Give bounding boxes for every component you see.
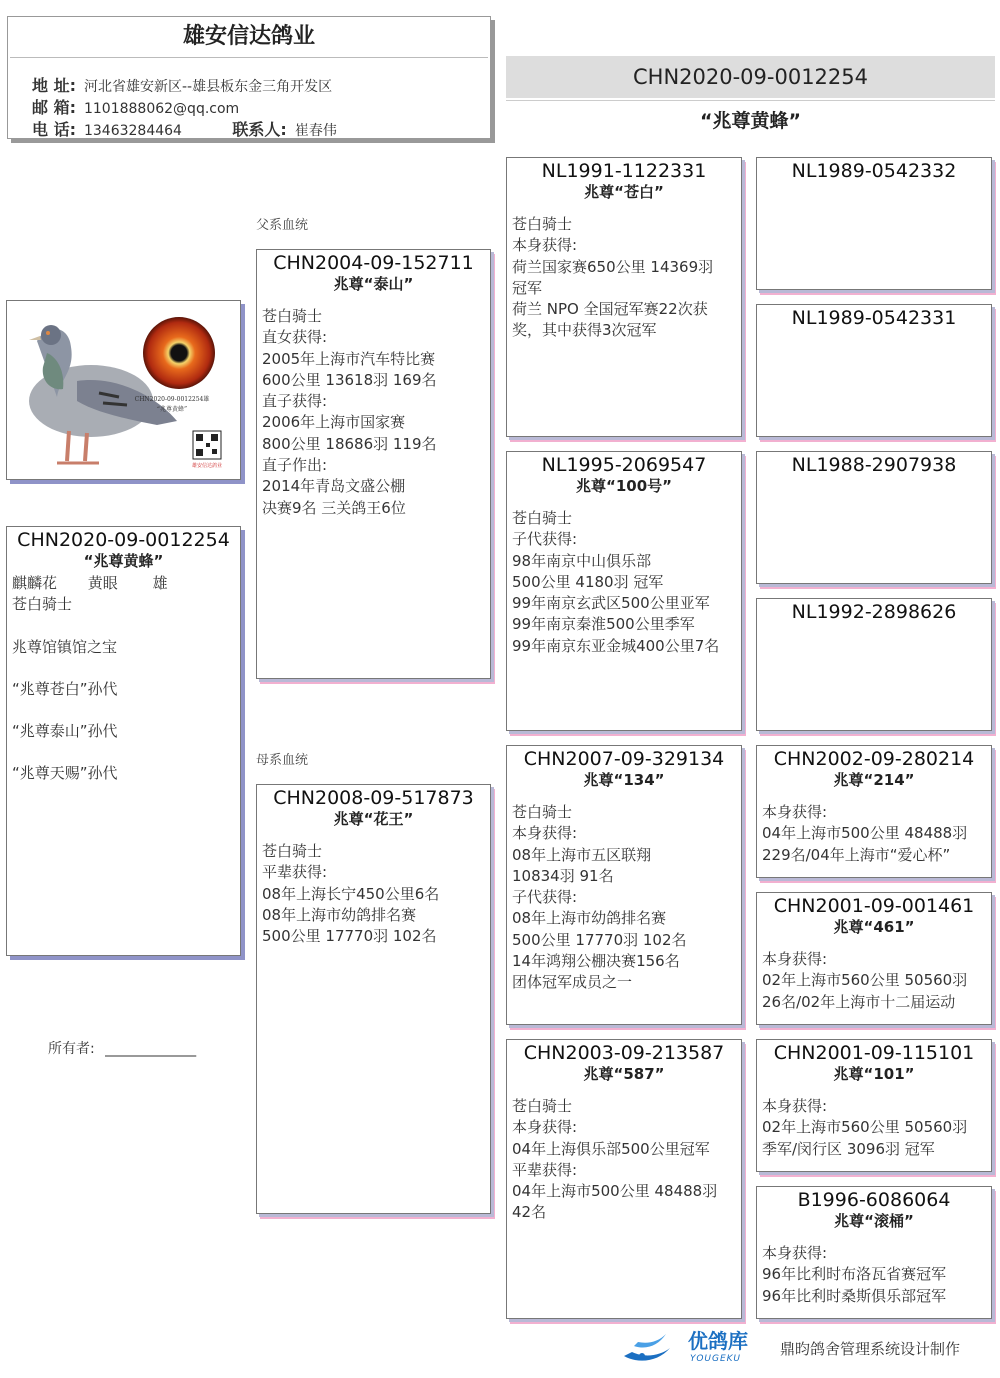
sire-ring: CHN2004-09-152711 bbox=[273, 252, 474, 274]
dam-line: 苍白骑士 bbox=[262, 842, 323, 860]
grandparent-line: 98年南京中山俱乐部 bbox=[512, 551, 652, 570]
great-grandparent-line: 04年上海市500公里 48488羽 bbox=[762, 824, 968, 843]
sire-line-label: 父系血统 bbox=[256, 218, 309, 233]
sire-line: 800公里 18686羽 119名 bbox=[262, 434, 437, 453]
photo-caption-name: “兆尊黄蜂” bbox=[156, 406, 188, 413]
sire-line: 决赛9名 三关鸽王6位 bbox=[262, 498, 406, 517]
great-grandparent-notes bbox=[762, 1096, 991, 1160]
dam-line: 平辈获得: bbox=[262, 863, 328, 882]
subject-line: “兆尊泰山”孙代 bbox=[12, 722, 118, 741]
grandparent-line: 04年上海市500公里 48488羽 bbox=[512, 1182, 718, 1201]
great-grandparent-card bbox=[756, 892, 992, 1025]
subject-line: “兆尊天赐”孙代 bbox=[12, 764, 118, 783]
great-grandparent-line: 96年比利时布洛瓦省赛冠军 bbox=[762, 1265, 947, 1284]
grandparent-line: 苍白骑士 bbox=[512, 803, 573, 821]
subject-sex: 雄 bbox=[152, 574, 168, 592]
subject-ring: CHN2020-09-0012254 bbox=[17, 529, 230, 551]
great-grandparent-name: 兆尊“214” bbox=[833, 771, 915, 789]
grandparent-line: 08年上海市幼鸽排名赛 bbox=[512, 909, 667, 928]
email-value: 1101888062@qq.com bbox=[83, 101, 240, 117]
great-grandparent-name: 兆尊“461” bbox=[833, 918, 915, 936]
great-grandparent-name: 兆尊“滚桶” bbox=[834, 1212, 914, 1230]
great-grandparent-card bbox=[756, 451, 992, 584]
dam-name: 兆尊“花王” bbox=[333, 810, 414, 828]
grandparent-line: 冠军 bbox=[512, 278, 543, 297]
sire-line: 600公里 13618羽 169名 bbox=[262, 370, 437, 389]
photo-caption-ring: CHN2020-09-0012254雄 bbox=[134, 396, 210, 403]
great-grandparent-ring: CHN2001-09-115101 bbox=[773, 1042, 975, 1064]
grandparent-line: 99年南京玄武区500公里亚军 bbox=[512, 594, 710, 613]
grandparent-ring: NL1995-2069547 bbox=[541, 454, 707, 476]
great-grandparent-ring: CHN2002-09-280214 bbox=[773, 748, 975, 770]
spacer bbox=[12, 742, 240, 763]
great-grandparent-notes bbox=[762, 1243, 991, 1307]
great-grandparent-line: 本身获得: bbox=[762, 950, 828, 968]
phone-value: 13463284464 bbox=[83, 123, 182, 139]
grandparent-line: 团体冠军成员之一 bbox=[512, 973, 633, 992]
great-grandparent-card bbox=[756, 304, 992, 437]
subject-line: “兆尊苍白”孙代 bbox=[12, 679, 118, 698]
sire-line: 直子获得: bbox=[262, 392, 328, 411]
grandparent-line: 本身获得: bbox=[512, 236, 578, 255]
sire-line: 2005年上海市汽车特比赛 bbox=[262, 349, 436, 368]
great-grandparent-line: 229名/04年上海市“爱心杯” bbox=[762, 845, 951, 864]
owner-field[interactable] bbox=[48, 1038, 196, 1058]
owner-label: 所有者: bbox=[48, 1041, 95, 1057]
grandparent-line: 子代获得: bbox=[512, 888, 578, 907]
grandparent-line: 42名 bbox=[512, 1203, 547, 1222]
grandparent-line: 500公里 4180羽 冠军 bbox=[512, 572, 664, 591]
great-grandparent-line: 02年上海市560公里 50560羽 bbox=[762, 1118, 968, 1137]
great-grandparent-card bbox=[756, 1039, 992, 1172]
grandparent-line: 本身获得: bbox=[512, 1118, 578, 1137]
dam-ring: CHN2008-09-517873 bbox=[273, 787, 474, 809]
grandparent-line: 平辈获得: bbox=[512, 1160, 578, 1179]
subject-card bbox=[6, 526, 241, 956]
great-grandparent-ring: CHN2001-09-001461 bbox=[773, 895, 975, 917]
grandparent-name: 兆尊“587” bbox=[583, 1065, 665, 1083]
main-ring-header: CHN2020-09-0012254 bbox=[506, 56, 995, 98]
great-grandparent-line: 本身获得: bbox=[762, 1097, 828, 1115]
grandparent-notes bbox=[512, 214, 741, 342]
phone-row bbox=[32, 117, 337, 140]
great-grandparent-ring: NL1992-2898626 bbox=[791, 601, 957, 623]
subject-eye: 黄眼 bbox=[87, 574, 118, 592]
address-value: 河北省雄安新区--雄县板东金三角开发区 bbox=[83, 79, 333, 95]
sire-name: 兆尊“泰山” bbox=[333, 275, 414, 293]
great-grandparent-card bbox=[756, 745, 992, 878]
great-grandparent-line: 本身获得: bbox=[762, 1244, 828, 1262]
subject-line: 兆尊馆镇馆之宝 bbox=[12, 637, 118, 656]
sire-line: 直子作出: bbox=[262, 456, 328, 475]
spacer bbox=[12, 700, 240, 721]
subject-notes bbox=[12, 594, 240, 784]
great-grandparent-name: 兆尊“101” bbox=[833, 1065, 915, 1083]
yougeku-logo-icon bbox=[620, 1326, 680, 1370]
main-pigeon-name: “兆尊黄蜂” bbox=[700, 110, 801, 132]
email-label: 邮 箱: bbox=[32, 98, 76, 117]
divider bbox=[506, 100, 995, 101]
subject-attributes bbox=[12, 573, 240, 594]
great-grandparent-ring: NL1988-2907938 bbox=[791, 454, 957, 476]
spacer bbox=[12, 658, 240, 679]
grandparent-line: 子代获得: bbox=[512, 530, 578, 549]
grandparent-line: 苍白骑士 bbox=[512, 509, 573, 527]
subject-line: 苍白骑士 bbox=[12, 595, 73, 614]
email-row bbox=[32, 95, 239, 118]
sire-line: 苍白骑士 bbox=[262, 307, 323, 325]
great-grandparent-card bbox=[756, 1186, 992, 1319]
phone-label: 电 话: bbox=[32, 120, 76, 139]
company-name: 雄安信达鸽业 bbox=[10, 17, 488, 58]
great-grandparent-ring: NL1989-0542331 bbox=[791, 307, 957, 329]
great-grandparent-notes bbox=[762, 802, 991, 866]
spacer bbox=[12, 616, 240, 637]
great-grandparent-line: 02年上海市560公里 50560羽 bbox=[762, 971, 968, 990]
grandparent-name: 兆尊“134” bbox=[583, 771, 665, 789]
great-grandparent-ring: B1996-6086064 bbox=[797, 1189, 951, 1211]
grandparent-line: 奖，其中获得3次冠军 bbox=[512, 321, 657, 340]
sire-notes bbox=[262, 306, 490, 519]
grandparent-name: 兆尊“100号” bbox=[575, 477, 673, 495]
grandparent-card bbox=[506, 451, 742, 731]
footer-credit: 鼎昀鸽舍管理系统设计制作 bbox=[780, 1340, 961, 1358]
sire-line: 直女获得: bbox=[262, 328, 328, 347]
grandparent-line: 500公里 17770羽 102名 bbox=[512, 930, 687, 949]
photo-caption-small: 雄安信达鸽业 bbox=[191, 463, 223, 469]
great-grandparent-line: 季军/闵行区 3096羽 冠军 bbox=[762, 1139, 935, 1158]
owner-blank: _____________ bbox=[105, 1041, 197, 1057]
grandparent-line: 99年南京秦淮500公里季军 bbox=[512, 615, 695, 634]
great-grandparent-card bbox=[756, 157, 992, 290]
great-grandparent-line: 26名/02年上海市十二届运动 bbox=[762, 992, 956, 1011]
grandparent-line: 荷兰国家赛650公里 14369羽 bbox=[512, 257, 714, 276]
logo-text-en: YOUGEKU bbox=[690, 1354, 742, 1364]
grandparent-card bbox=[506, 745, 742, 1025]
dam-card bbox=[256, 784, 491, 1214]
grandparent-ring: CHN2003-09-213587 bbox=[523, 1042, 725, 1064]
grandparent-ring: CHN2007-09-329134 bbox=[523, 748, 725, 770]
pigeon-illustration bbox=[7, 301, 240, 479]
company-info-box bbox=[7, 16, 491, 139]
grandparent-notes bbox=[512, 1096, 741, 1224]
grandparent-name: 兆尊“苍白” bbox=[584, 183, 664, 201]
dam-notes bbox=[262, 841, 490, 947]
dam-line-label: 母系血统 bbox=[256, 753, 309, 768]
grandparent-card bbox=[506, 157, 742, 437]
great-grandparent-notes bbox=[762, 949, 991, 1013]
contact-label: 联系人: bbox=[232, 120, 287, 139]
great-grandparent-ring: NL1989-0542332 bbox=[791, 160, 957, 182]
great-grandparent-line: 本身获得: bbox=[762, 803, 828, 821]
subject-color: 麒麟花 bbox=[12, 574, 58, 592]
address-row bbox=[32, 73, 332, 96]
grandparent-notes bbox=[512, 802, 741, 994]
contact-value: 崔春伟 bbox=[294, 123, 337, 139]
grandparent-line: 08年上海市五区联翔 bbox=[512, 845, 652, 864]
logo-text-cn: 优鸽库 bbox=[688, 1329, 748, 1353]
grandparent-line: 荷兰 NPO 全国冠军赛22次获 bbox=[512, 300, 708, 319]
dam-line: 08年上海长宁450公里6名 bbox=[262, 884, 440, 903]
address-label: 地 址: bbox=[32, 76, 76, 95]
subject-name: “兆尊黄蜂” bbox=[83, 552, 164, 570]
grandparent-line: 14年鸿翔公棚决赛156名 bbox=[512, 952, 680, 971]
dam-line: 500公里 17770羽 102名 bbox=[262, 927, 437, 946]
grandparent-ring: NL1991-1122331 bbox=[541, 160, 707, 182]
grandparent-line: 10834羽 91名 bbox=[512, 866, 614, 885]
grandparent-line: 苍白骑士 bbox=[512, 215, 573, 233]
pigeon-photo bbox=[6, 300, 241, 480]
sire-line: 2006年上海市国家赛 bbox=[262, 413, 406, 432]
sire-card bbox=[256, 249, 491, 679]
great-grandparent-card bbox=[756, 598, 992, 731]
grandparent-line: 99年南京东亚金城400公里7名 bbox=[512, 636, 720, 655]
grandparent-card bbox=[506, 1039, 742, 1319]
great-grandparent-line: 96年比利时桑斯俱乐部冠军 bbox=[762, 1286, 947, 1305]
grandparent-line: 苍白骑士 bbox=[512, 1097, 573, 1115]
grandparent-line: 04年上海俱乐部500公里冠军 bbox=[512, 1139, 710, 1158]
grandparent-notes bbox=[512, 508, 741, 657]
dam-line: 08年上海市幼鸽排名赛 bbox=[262, 905, 417, 924]
sire-line: 2014年青岛文盛公棚 bbox=[262, 477, 406, 496]
grandparent-line: 本身获得: bbox=[512, 824, 578, 843]
